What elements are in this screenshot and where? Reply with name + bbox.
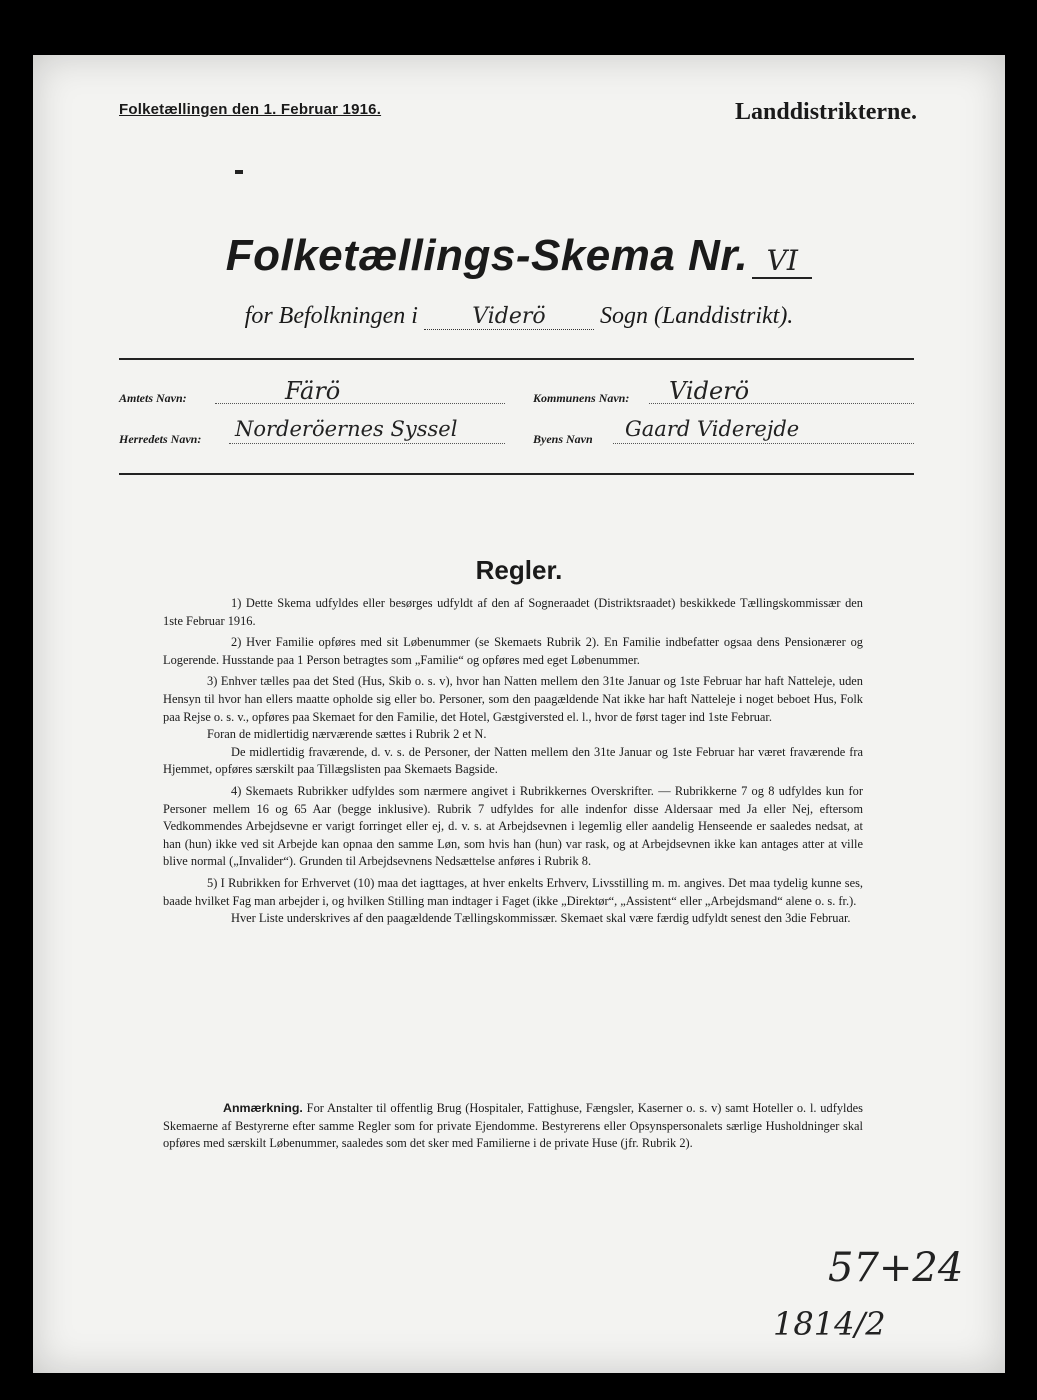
kommune-field <box>649 377 914 404</box>
kommune-label: Kommunens Navn: <box>533 391 630 405</box>
rules-section <box>163 595 863 932</box>
form-number-handwritten: VI <box>752 244 812 279</box>
anmaerkning-text: For Anstalter til offentlig Brug (Hospitaler, Fattighuse, Fængsler, Kaserner o. s. v) samt Hoteller o. l. udfyldes Skemaerne af Bestyrerne efter samme Regler som for private Ejendomme. Bestyrerens eller Opsynspersonalets særlige Husholdninger skal opføres med særskilt Løbenummer, saaledes som det sker med Familierne i de private Huse (jfr. Rubrik 2). <box>163 1101 863 1151</box>
divider-top <box>119 358 914 360</box>
rule-paragraph: Hver Liste underskrives af den paagældende Tællingskommissær. Skemaet skal være færdig udfyldt senest den 3die Februar. <box>231 911 851 926</box>
herred-label: Herredets Navn: <box>119 432 202 446</box>
by-label: Byens Navn <box>533 432 593 446</box>
herred-value: Norderöernes Syssel <box>235 417 458 441</box>
handwritten-count: 57+24 <box>828 1245 964 1291</box>
rule-paragraph: 5) I Rubrikken for Erhvervet (10) maa det iagttages, at hver enkelts Erhverv, Livsstilling m. m. angives. Det maa tydelig kunne ses, baade hvilket Fag man arbejder i, og hvilken Stilling man indtager i Faget (ikke „Direktør“, „Assistent“ eller „Arbejdsmand“ alene o. s. fr.). <box>163 875 863 908</box>
anmaerkning-note <box>163 1100 863 1153</box>
form-title-text: Folketællings-Skema Nr. <box>225 231 749 280</box>
form-title <box>33 231 1005 281</box>
by-field <box>613 417 914 444</box>
census-form-page <box>33 55 1005 1373</box>
regler-heading: Regler. <box>475 555 563 585</box>
district-type-header: Landdistrikterne. <box>734 99 917 125</box>
ink-mark <box>235 170 243 174</box>
rule-paragraph: De midlertidig fraværende, d. v. s. de Personer, der Natten mellem den 31te Januar og 1ste Februar har været fraværende fra Hjemmet, opføres særskilt paa Tillægslisten paa Skemaets Bagside. <box>163 744 863 777</box>
kommune-value: Viderö <box>669 377 750 405</box>
amt-value: Färö <box>285 377 341 405</box>
rule-paragraph: Foran de midlertidig nærværende sættes i Rubrik 2 et N. <box>207 727 487 742</box>
rule-paragraph: 1) Dette Skema udfyldes eller besørges udfyldt af den af Sognerаadet (Distriktsraadet) beskikkede Tællingskommissær den 1ste Februar 1916. <box>163 596 863 628</box>
census-date-header: Folketællingen den 1. Februar 1916. <box>119 101 382 118</box>
rule-paragraph: 3) Enhver tælles paa det Sted (Hus, Skib o. s. v), hvor han Natten mellem den 31te Januar og 1ste Februar har haft Natteleje, uden Hensyn til hvor han ellers maatte opholde sig eller bo. Personer, som den paagældende Nat ikke har haft Natteleje i noget beboet Hus, Folk paa Rejse o. s. v., opføres paa Skemaet for den Familie, det Hotel, Gæstgiversted el. l., hvor de først tager ind 1ste Februar. <box>163 674 863 724</box>
parish-prefix: for Befolkningen i <box>244 303 418 329</box>
parish-suffix: Sogn (Landdistrikt). <box>599 303 794 329</box>
divider-bottom <box>119 473 914 475</box>
amt-field <box>215 377 505 404</box>
handwritten-reference: 1814/2 <box>773 1305 886 1343</box>
amt-label: Amtets Navn: <box>119 391 187 405</box>
parish-line <box>33 303 1005 330</box>
herred-field <box>229 417 505 444</box>
by-value: Gaard Viderejde <box>625 417 800 441</box>
rule-paragraph: 4) Skemaets Rubrikker udfyldes som nærmere angivet i Rubrikkernes Overskrifter. — Rubrikkerne 7 og 8 udfyldes kun for Personer mellem 16 og 65 Aar (begge inklusive). Rubrik 7 udfyldes for alle indenfor disse Aldersaar med Ja eller Nej, eftersom Vedkommendes Arbejdsevne er varigt forringet eller ej, d. v. s. at Arbejdsevnen i legemlig eller aandelig Henseende er saaledes nedsat, at han (hun) ikke ved sit Arbejde kan opnaa den samme Løn, som hvis han (hun) var rask, og at Arbejdsevnen ikke kan antages atter at ville blive normal („Invalider“). Grunden til Arbejdsevnens Nedsættelse anføres i Rubrik 8. <box>163 783 863 869</box>
anmaerkning-label: Anmærkning. <box>223 1101 303 1115</box>
rule-paragraph: 2) Hver Familie opføres med sit Løbenummer (se Skemaets Rubrik 2). En Familie indbefatter ogsaa dens Pensionærer og Logerende. Husstande paa 1 Person betragtes som „Familie“ og opføres med eget Løbenummer. <box>163 635 863 667</box>
parish-name-handwritten: Viderö <box>424 304 594 330</box>
